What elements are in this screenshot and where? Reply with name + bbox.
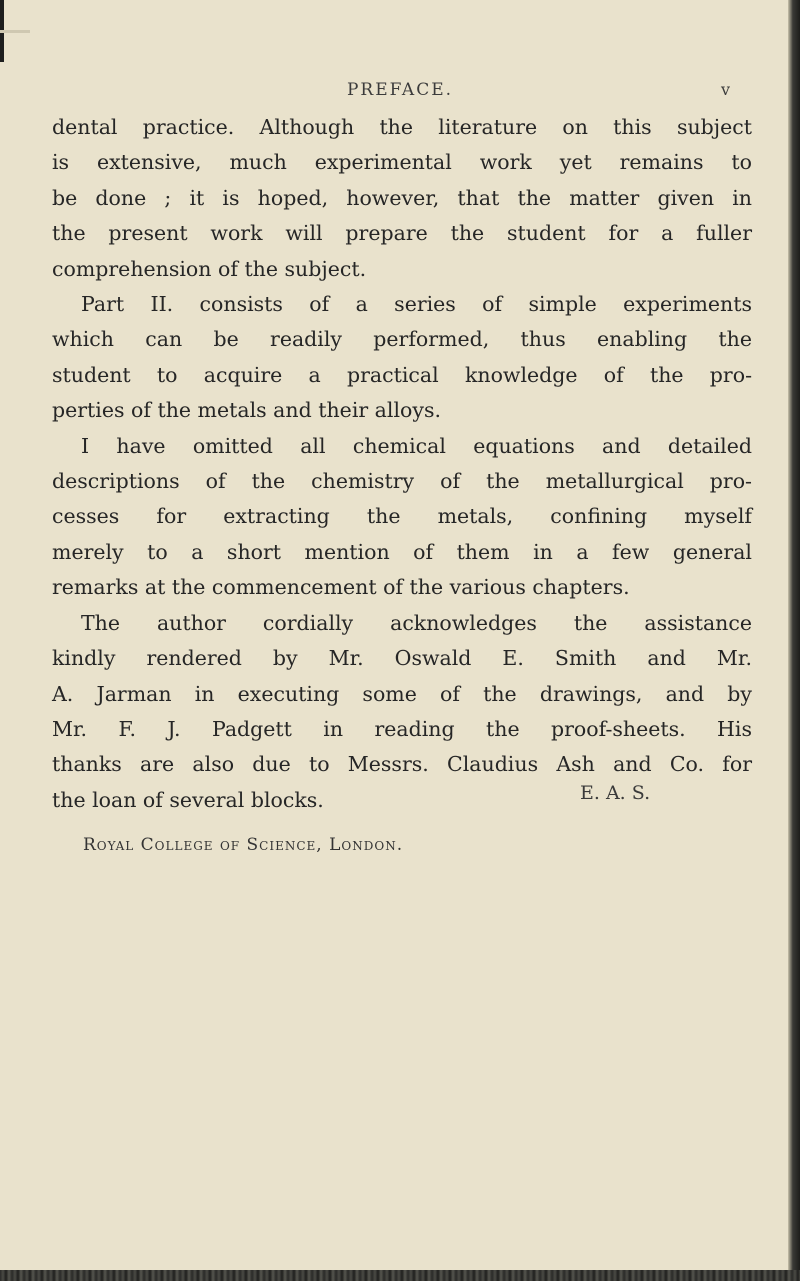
text-line: is extensive, much experimental work yet remains to [52, 150, 752, 175]
institution-address: Royal College of Science, London. [83, 835, 404, 855]
text-line: merely to a short mention of them in a few general [52, 539, 752, 564]
text-line: Part II. consists of a series of simple experiments [81, 292, 752, 317]
page-header [60, 80, 750, 110]
author-initials: E. A. S. [580, 782, 651, 804]
text-line: be done ; it is hoped, however, that the matter given in [52, 185, 752, 210]
text-line: the loan of several blocks. [52, 787, 324, 812]
text-line: perties of the metals and their alloys. [52, 398, 441, 423]
text-line: I have omitted all chemical equations and detailed [81, 433, 752, 458]
text-line: descriptions of the chemistry of the metallurgical pro- [52, 469, 752, 494]
running-head: PREFACE. [346, 80, 454, 100]
text-line: kindly rendered by Mr. Oswald E. Smith and Mr. [52, 646, 752, 671]
text-line: which can be readily performed, thus enabling the [52, 327, 752, 352]
page-number: v [720, 80, 730, 99]
text-line: A. Jarman in executing some of the drawings, and by [52, 681, 752, 706]
text-line: thanks are also due to Messrs. Claudius Ash and Co. for [52, 752, 752, 777]
text-line: student to acquire a practical knowledge of the pro- [52, 362, 752, 387]
page-edge-shadow [788, 0, 800, 1281]
text-line: comprehension of the subject. [52, 256, 367, 281]
text-line: The author cordially acknowledges the assistance [81, 610, 752, 635]
text-line: the present work will prepare the student for a fuller [52, 221, 752, 246]
text-line: remarks at the commencement of the various chapters. [52, 575, 630, 600]
binding-mark-line [0, 30, 30, 33]
text-line: dental practice. Although the literature on this subject [52, 115, 752, 139]
page-bottom-shadow [0, 1270, 800, 1281]
preface-text [52, 110, 752, 818]
text-line: cesses for extracting the metals, confining myself [52, 504, 752, 529]
text-line: Mr. F. J. Padgett in reading the proof-sheets. His [52, 716, 752, 741]
